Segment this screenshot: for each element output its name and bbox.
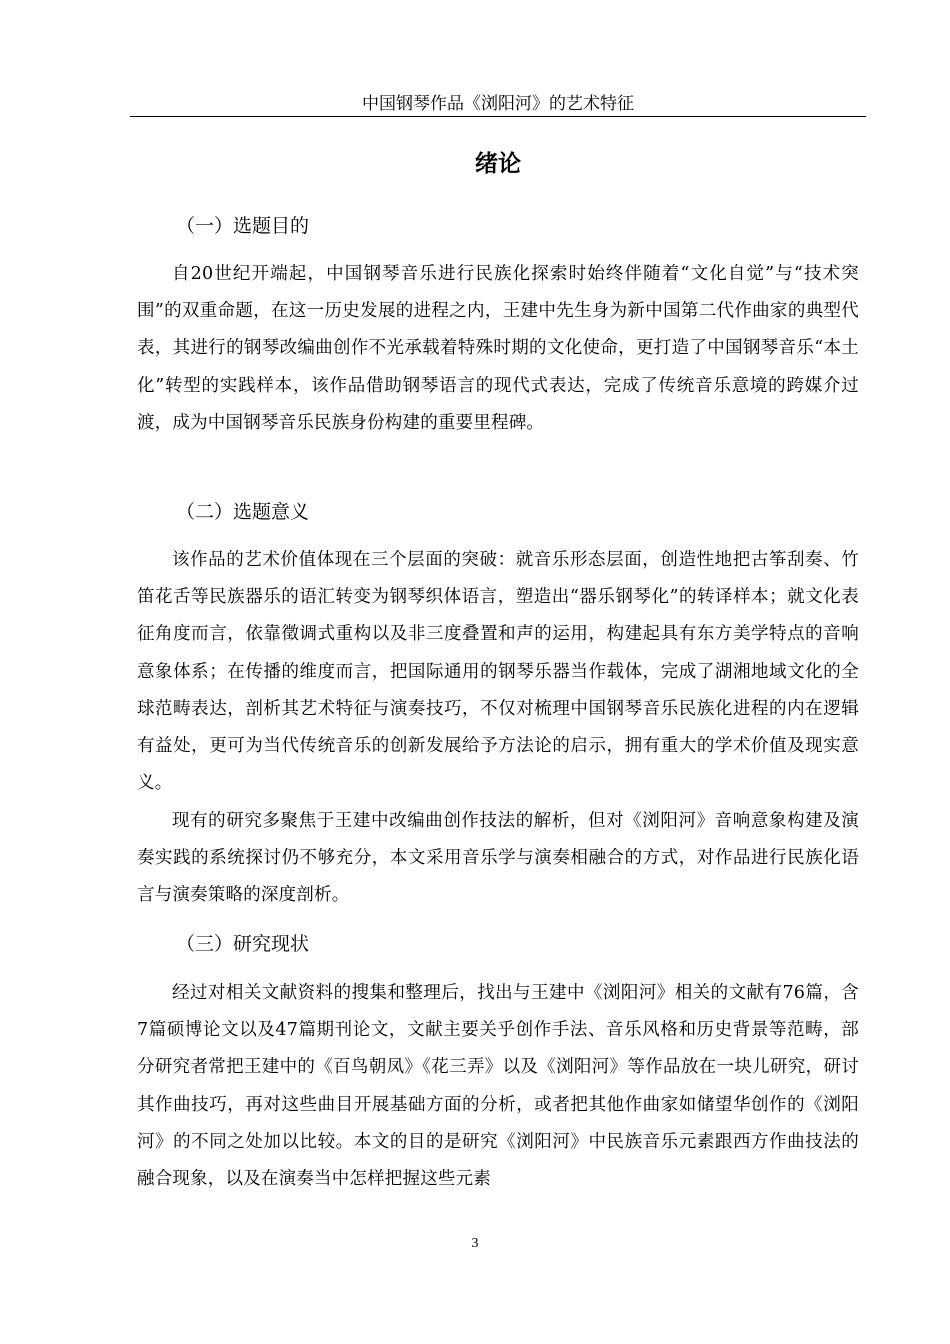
section-heading-status: （三）研究现状: [176, 933, 310, 955]
section-heading-significance: （二）选题意义: [176, 501, 310, 523]
paragraph-significance-1: 该作品的艺术价值体现在三个层面的突破：就音乐形态层面，创造性地把古筝刮奏、竹笛花舌等民族器乐的语汇转变为钢琴织体语言，塑造出“器乐钢琴化”的转译样本；就文化表征角度而言，依靠徵调式重构以及非三度叠置和声的运用，构建起具有东方美学特点的音响意象体系；在传播的维度而言，把国际通用的钢琴乐器当作载体，完成了湖湘地域文化的全球范畴表达，剖析其艺术特征与演奏技巧，不仅对梳理中国钢琴音乐民族化进程的内在逻辑有益处，更可为当代传统音乐的创新发展给予方法论的启示，拥有重大的学术价值及现实意义。: [137, 550, 859, 794]
paragraph-status: 经过对相关文献资料的搜集和整理后，找出与王建中《浏阳河》相关的文献有76篇，含7篇硕博论文以及47篇期刊论文，文献主要关乎创作手法、音乐风格和历史背景等范畴，部分研究者常把王建中的《百鸟朝凤》《花三弄》以及《浏阳河》等作品放在一块儿研究，研讨其作曲技巧，再对这些曲目开展基础方面的分析，或者把其他作曲家如储望华创作的《浏阳河》的不同之处加以比较。本文的目的是研究《浏阳河》中民族音乐元素跟西方作曲技法的融合现象，以及在演奏当中怎样把握这些元素: [137, 983, 859, 1190]
header-rule: [130, 116, 866, 117]
chapter-title: 绪论: [475, 151, 521, 177]
running-header: 中国钢琴作品《浏阳河》的艺术特征: [362, 94, 634, 114]
page-number: 3: [471, 1236, 479, 1251]
section-heading-purpose: （一）选题目的: [176, 215, 310, 237]
paragraph-significance-2: 现有的研究多聚焦于王建中改编曲创作技法的解析，但对《浏阳河》音响意象构建及演奏实践的系统探讨仍不够充分，本文采用音乐学与演奏相融合的方式，对作品进行民族化语言与演奏策略的深度剖析。: [137, 811, 859, 906]
paragraph-purpose: 自20世纪开端起，中国钢琴音乐进行民族化探索时始终伴随着“文化自觉”与“技术突围”的双重命题，在这一历史发展的进程之内，王建中先生身为新中国第二代作曲家的典型代表，其进行的钢琴改编曲创作不光承载着特殊时期的文化使命，更打造了中国钢琴音乐“本土化”转型的实践样本，该作品借助钢琴语言的现代式表达，完成了传统音乐意境的跨媒介过渡，成为中国钢琴音乐民族身份构建的重要里程碑。: [137, 264, 859, 433]
